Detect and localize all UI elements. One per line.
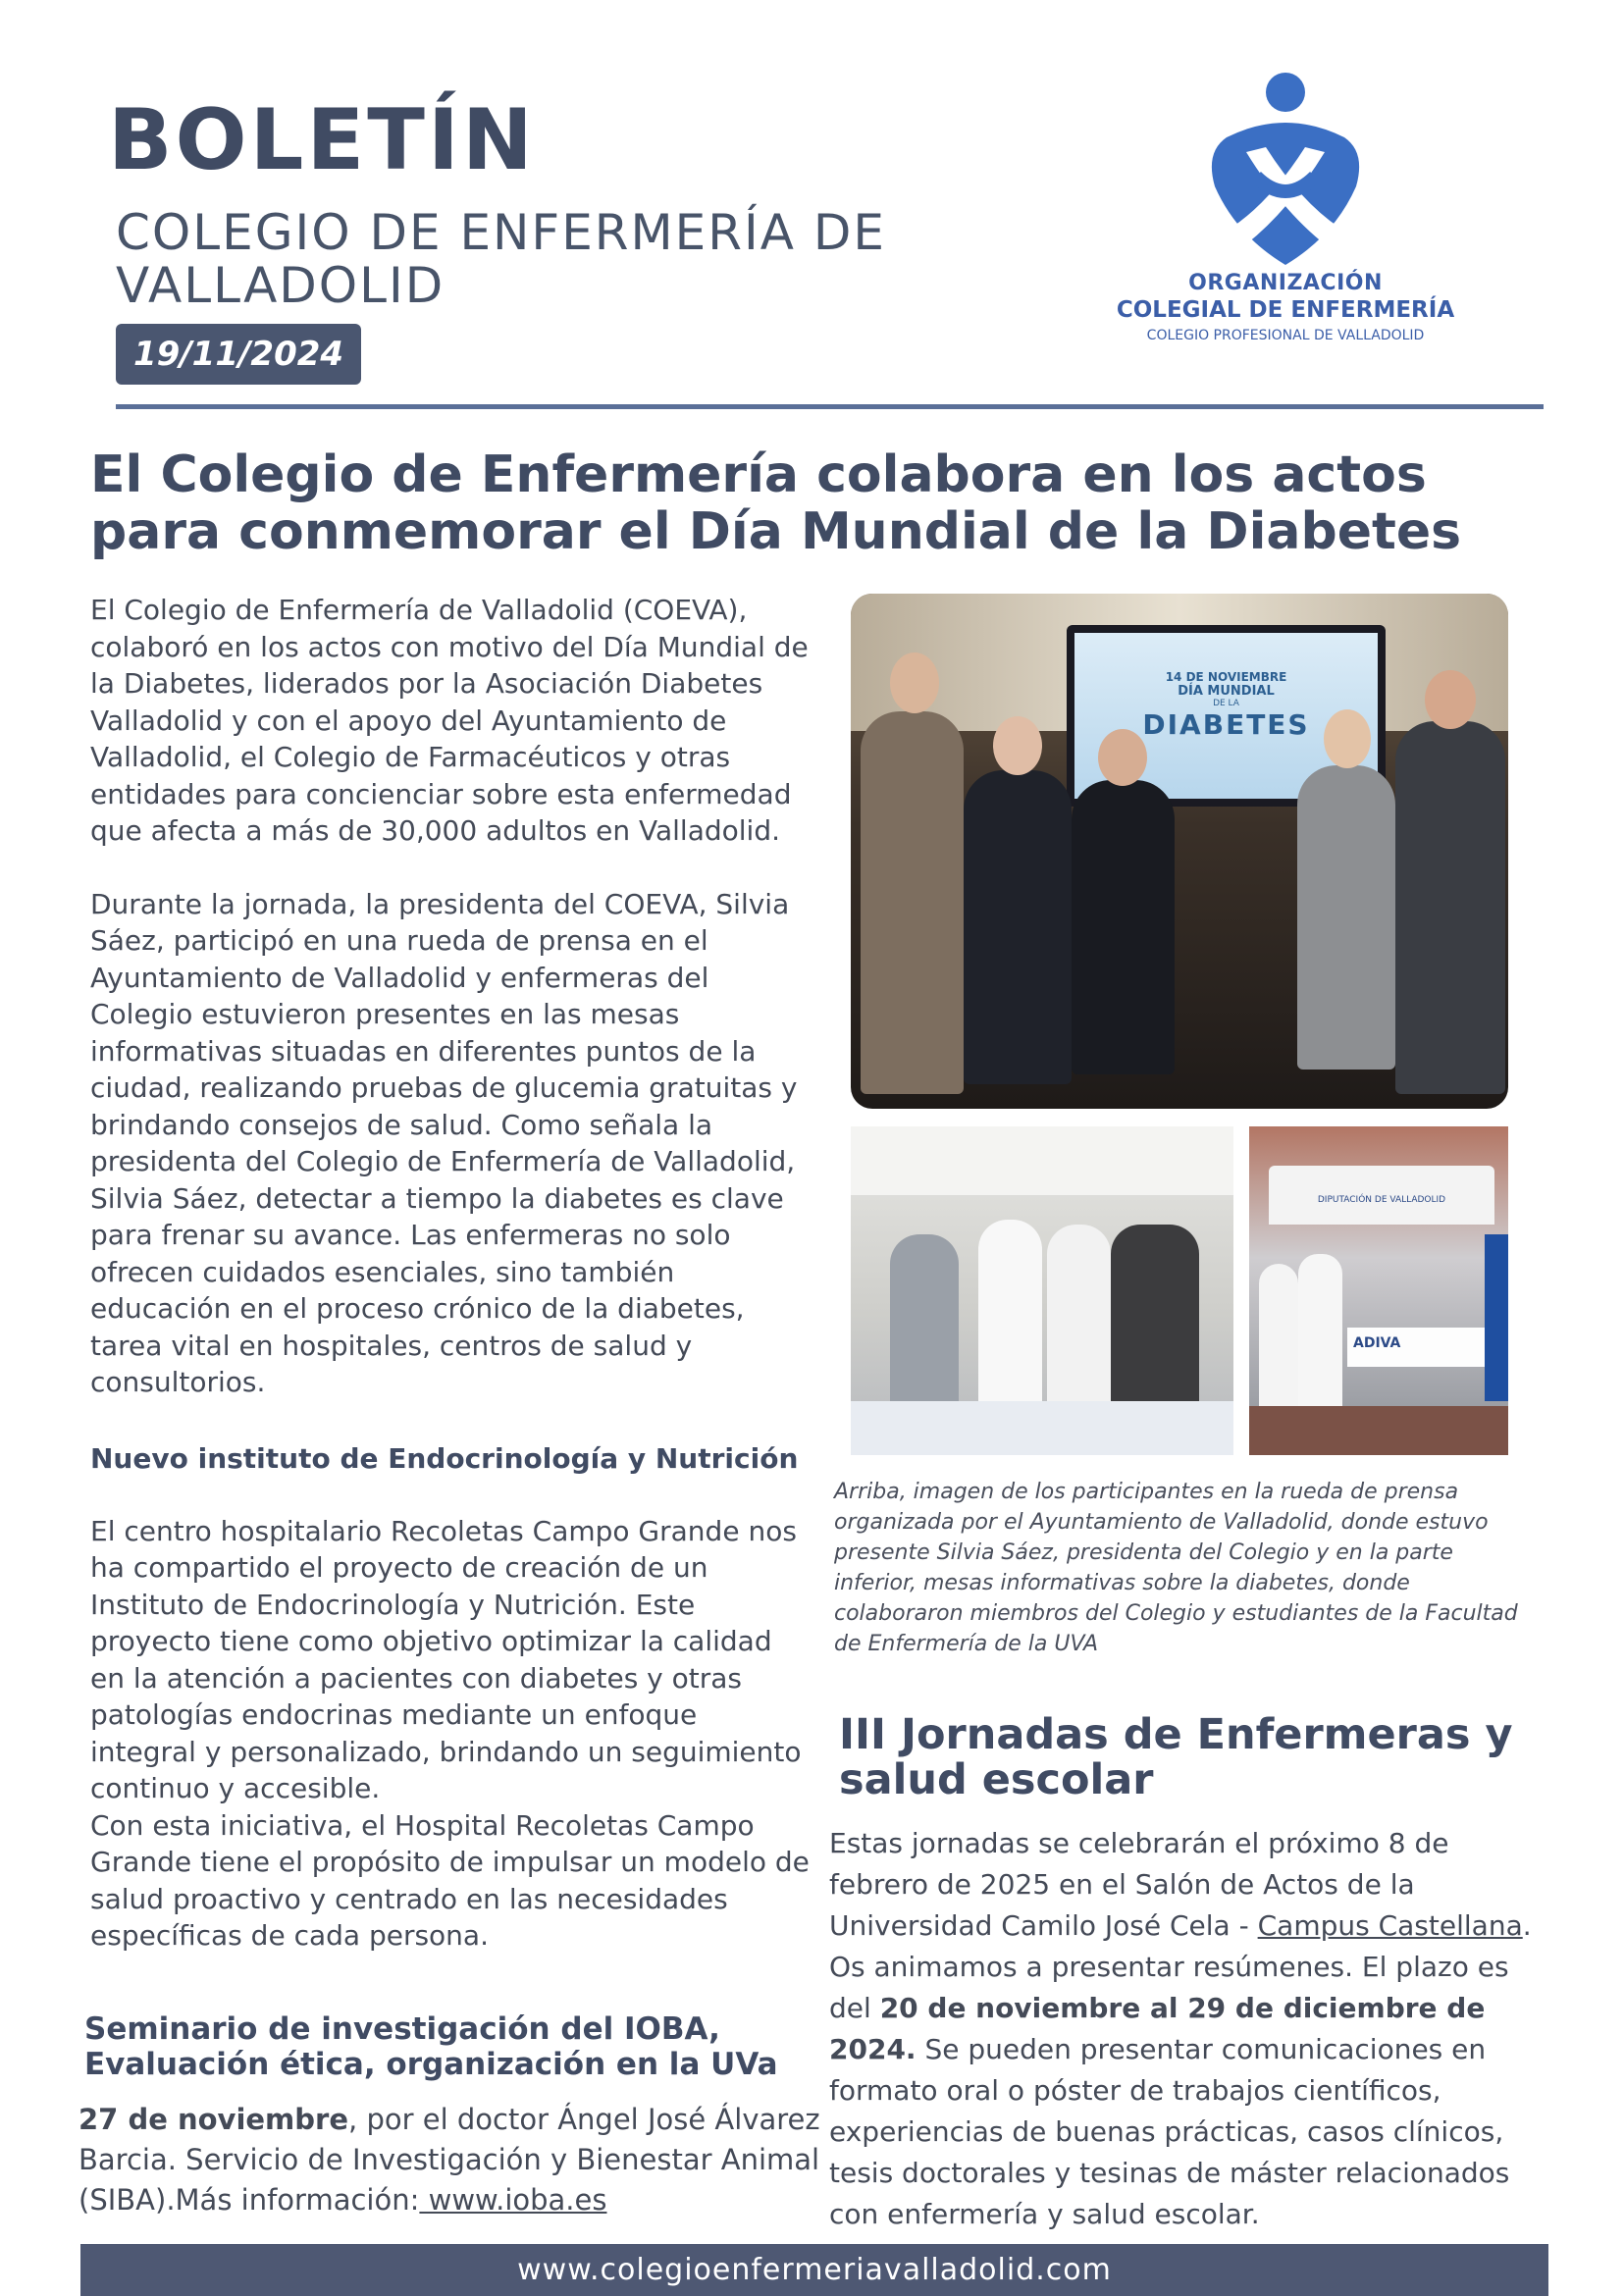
tent-canopy xyxy=(851,1126,1233,1195)
seminar-date: 27 de noviembre xyxy=(79,2103,349,2136)
logo-text-organizacion: ORGANIZACIÓN xyxy=(1188,271,1383,295)
info-table-photo-2 xyxy=(1249,1126,1508,1455)
person-4 xyxy=(1297,765,1395,1070)
header-divider xyxy=(116,404,1544,409)
campus-castellana-link[interactable]: Campus Castellana xyxy=(1257,1909,1523,1942)
jornadas-body xyxy=(829,1823,1550,2235)
person-a xyxy=(890,1234,959,1421)
footer-website-link[interactable]: www.colegioenfermeriavalladolid.com xyxy=(80,2244,1548,2296)
jornadas-text-1: Estas jornadas se celebrarán el próximo 8 de febrero de 2025 en el Salón de Actos de la Universidad Camilo José Cela - xyxy=(829,1827,1449,1942)
newsletter-title: BOLETÍN xyxy=(108,91,536,189)
screen-text-de-la: DE LA xyxy=(1213,699,1239,708)
photo-caption: Arriba, imagen de los participantes en la rueda de prensa organizada por el Ayuntamiento de Valladolid, donde estuvo presente Silvia Sáez, presidenta del Colegio y en la parte inferior, mesas informativas sobre la diabetes, donde colaboraron miembros del Colegio y estudiantes de la Facultad de Enfermería de la UVA xyxy=(834,1480,1518,1656)
screen-text-date: 14 DE NOVIEMBRE xyxy=(1165,670,1287,684)
person-1 xyxy=(861,711,964,1094)
table xyxy=(851,1401,1233,1455)
jornadas-text-2: . Os animamos a presentar resúmenes. El plazo es del xyxy=(829,1909,1532,2024)
left-column xyxy=(90,592,812,1955)
person-b xyxy=(978,1220,1042,1416)
article-paragraph-1: El Colegio de Enfermería de Valladolid (COEVA), colaboró en los actos con motivo del Día Mundial de la Diabetes, liderados por la Asociación Diabetes Valladolid y con el apoyo del Ayuntamiento de Valladolid, el Colegio de Farmacéuticos y otras entidades para concienciar sobre esta enfermedad que afecta a más de 30,000 adultos en Valladolid. xyxy=(90,594,809,847)
logo-text-colegial: COLEGIAL DE ENFERMERÍA xyxy=(1116,297,1455,323)
screen-text-dia: DÍA MUNDIAL xyxy=(1178,684,1275,699)
person-4-head xyxy=(1324,709,1371,768)
press-conference-photo xyxy=(851,594,1508,1109)
screen-text-diabetes: DIABETES xyxy=(1142,708,1310,741)
institute-paragraph-2: Con esta iniciativa, el Hospital Recoletas Campo Grande tiene el propósito de impulsar un modelo de salud proactivo y centrado en las necesidades específicas de cada persona. xyxy=(90,1808,810,1952)
jornadas-deadline: 20 de noviembre al 29 de diciembre de 2024. xyxy=(829,1992,1486,2065)
ioba-link[interactable]: www.ioba.es xyxy=(419,2183,607,2217)
person-3-head xyxy=(1098,729,1147,786)
newsletter-subtitle: COLEGIO DE ENFERMERÍA DE VALLADOLID xyxy=(116,204,886,314)
person-d xyxy=(1111,1225,1199,1421)
seminar-body xyxy=(79,2100,824,2220)
info-table-photo-1 xyxy=(851,1126,1233,1455)
person-1-head xyxy=(890,652,939,713)
person-c xyxy=(1047,1225,1111,1421)
jornadas-text-3: Se pueden presentar comunicaciones en formato oral o póster de trabajos científicos, experiencias de buenas prácticas, casos clínicos, tesis doctorales y tesinas de máster relacionados con enfermería y salud escolar. xyxy=(829,2033,1510,2230)
article-paragraph-2: Durante la jornada, la presidenta del COEVA, Silvia Sáez, participó en una rueda de prensa en el Ayuntamiento de Valladolid y enfermeras del Colegio estuvieron presentes en las mesas informativas situadas en diferentes puntos de la ciudad, realizando pruebas de glucemia gratuitas y brindando consejos de salud. Como señala la presidenta del Colegio de Enfermería de Valladolid, Silvia Sáez, detectar a tiempo la diabetes es clave para frenar su avance. Las enfermeras no solo ofrecen cuidados esenciales, sino también educación en el proceso crónico de la diabetes, tarea vital en hospitales, centros de salud y consultorios. xyxy=(90,887,798,1398)
institute-paragraph-1: El centro hospitalario Recoletas Campo Grande nos ha compartido el proyecto de creación de un Instituto de Endocrinología y Nutrición. Este proyecto tiene como objetivo optimizar la calidad en la atención a pacientes con diabetes y otras patologías endocrinas mediante un enfoque integral y personalizado, brindando un seguimiento continuo y accesible. xyxy=(90,1514,802,1804)
article-headline: El Colegio de Enfermería colabora en los actos para conmemorar el Día Mundial de la Diabetes xyxy=(90,445,1462,561)
seminar-text: , por el doctor Ángel José Álvarez Barcia. Servicio de Investigación y Bienestar Animal (SIBA).Más información: xyxy=(79,2103,820,2217)
institute-heading: Nuevo instituto de Endocrinología y Nutrición xyxy=(90,1441,799,1475)
pavement xyxy=(1249,1406,1508,1455)
logo-text-colegio-profesional: COLEGIO PROFESIONAL DE VALLADOLID xyxy=(1146,328,1425,343)
rollup-banner xyxy=(1485,1234,1508,1401)
person-5 xyxy=(1395,721,1505,1094)
person-3 xyxy=(1072,780,1175,1074)
seminar-heading: Seminario de investigación del IOBA, Evaluación ética, organización en la UVa xyxy=(84,2011,778,2082)
table-banner: ADIVA xyxy=(1347,1328,1485,1367)
person-2 xyxy=(964,770,1072,1084)
jornadas-heading: III Jornadas de Enfermeras y salud escolar xyxy=(839,1710,1513,1804)
person-5-head xyxy=(1425,670,1476,729)
date-badge: 19/11/2024 xyxy=(116,324,361,385)
person-2-head xyxy=(993,716,1042,775)
tent-banner: DIPUTACIÓN DE VALLADOLID xyxy=(1269,1166,1494,1225)
